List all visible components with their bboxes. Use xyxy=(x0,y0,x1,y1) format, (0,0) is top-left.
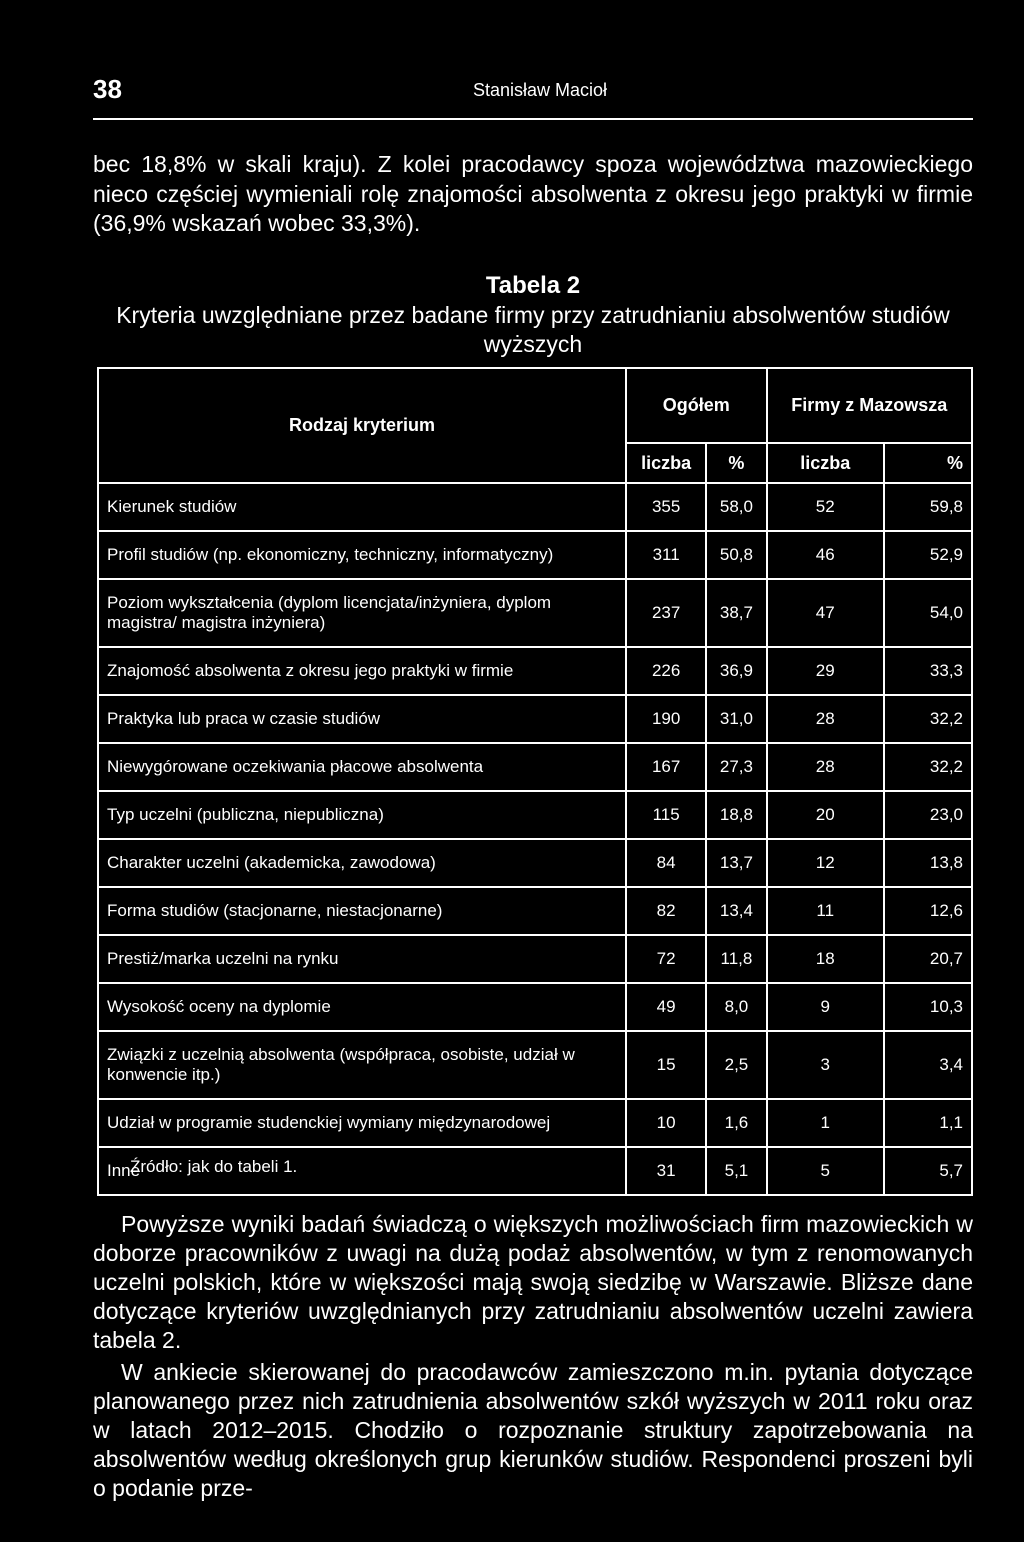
table-source: Źródło: jak do tabeli 1. xyxy=(130,1157,298,1176)
total-pct-cell: 5,1 xyxy=(706,1147,766,1195)
mazowsze-pct-cell: 10,3 xyxy=(884,983,972,1031)
criterion-cell: Inne xyxy=(98,1147,626,1195)
mazowsze-count-cell: 11 xyxy=(767,887,884,935)
sub-header-pct: % xyxy=(884,443,972,483)
total-count-cell: 355 xyxy=(626,483,706,531)
table-title: Kryteria uwzględniane przez badane firmy przy zatrudnianiu absolwentów studiów wyższych xyxy=(116,302,950,357)
mazowsze-count-cell: 3 xyxy=(767,1031,884,1099)
mazowsze-count-cell: 9 xyxy=(767,983,884,1031)
mazowsze-count-cell: 5 xyxy=(767,1147,884,1195)
total-pct-cell: 36,9 xyxy=(706,647,766,695)
table-row xyxy=(98,1031,972,1099)
total-count-cell: 10 xyxy=(626,1099,706,1147)
mazowsze-pct-cell: 54,0 xyxy=(884,579,972,647)
total-pct-cell: 27,3 xyxy=(706,743,766,791)
table-row xyxy=(98,579,972,647)
criterion-cell: Poziom wykształcenia (dyplom licencjata/inżyniera, dyplom magistra/ magistra inżyniera) xyxy=(98,579,626,647)
mazowsze-pct-cell: 1,1 xyxy=(884,1099,972,1147)
criterion-cell: Charakter uczelni (akademicka, zawodowa) xyxy=(98,839,626,887)
table-row xyxy=(98,483,972,531)
mazowsze-pct-cell: 12,6 xyxy=(884,887,972,935)
sub-header-count: liczba xyxy=(767,443,884,483)
body-paragraph: W ankiecie skierowanej do pracodawców zamieszczono m.in. pytania dotyczące planowanego przez nich zatrudnienia absolwentów szkół wyższych w 2011 roku oraz w latach 2012–2015. Chodziło o rozpoznanie struktury zapotrzebowania na absolwentów według określonych grup kierunków studiów. Respondenci proszeni byli o podanie prze- xyxy=(93,1359,973,1501)
mazowsze-count-cell: 47 xyxy=(767,579,884,647)
mazowsze-pct-cell: 59,8 xyxy=(884,483,972,531)
mazowsze-count-cell: 28 xyxy=(767,695,884,743)
col-header-criterion: Rodzaj kryterium xyxy=(98,368,626,483)
col-header-mazowsze: Firmy z Mazowsza xyxy=(767,368,972,443)
total-count-cell: 190 xyxy=(626,695,706,743)
mazowsze-count-cell: 52 xyxy=(767,483,884,531)
table-row xyxy=(98,531,972,579)
criterion-cell: Znajomość absolwenta z okresu jego praktyki w firmie xyxy=(98,647,626,695)
criteria-table xyxy=(97,367,973,1196)
mazowsze-count-cell: 29 xyxy=(767,647,884,695)
page-header xyxy=(93,72,973,112)
criterion-cell: Forma studiów (stacjonarne, niestacjonarne) xyxy=(98,887,626,935)
mazowsze-pct-cell: 23,0 xyxy=(884,791,972,839)
total-pct-cell: 2,5 xyxy=(706,1031,766,1099)
total-pct-cell: 13,7 xyxy=(706,839,766,887)
intro-paragraph: bec 18,8% w skali kraju). Z kolei pracodawcy spoza województwa mazowieckiego nieco częściej wymieniali rolę znajomości absolwenta z okresu jego praktyki w firmie (36,9% wskazań wobec 33,3%). xyxy=(93,151,973,236)
criterion-cell: Udział w programie studenckiej wymiany międzynarodowej xyxy=(98,1099,626,1147)
total-count-cell: 49 xyxy=(626,983,706,1031)
criterion-cell: Typ uczelni (publiczna, niepubliczna) xyxy=(98,791,626,839)
mazowsze-count-cell: 12 xyxy=(767,839,884,887)
mazowsze-count-cell: 1 xyxy=(767,1099,884,1147)
table-row xyxy=(98,647,972,695)
mazowsze-count-cell: 46 xyxy=(767,531,884,579)
total-count-cell: 311 xyxy=(626,531,706,579)
criterion-cell: Prestiż/marka uczelni na rynku xyxy=(98,935,626,983)
table-row xyxy=(98,935,972,983)
total-pct-cell: 58,0 xyxy=(706,483,766,531)
total-pct-cell: 50,8 xyxy=(706,531,766,579)
total-pct-cell: 38,7 xyxy=(706,579,766,647)
table-row xyxy=(98,983,972,1031)
total-pct-cell: 18,8 xyxy=(706,791,766,839)
table-row xyxy=(98,791,972,839)
total-count-cell: 72 xyxy=(626,935,706,983)
mazowsze-pct-cell: 33,3 xyxy=(884,647,972,695)
total-pct-cell: 8,0 xyxy=(706,983,766,1031)
total-count-cell: 84 xyxy=(626,839,706,887)
total-count-cell: 167 xyxy=(626,743,706,791)
sub-header-pct: % xyxy=(706,443,766,483)
total-count-cell: 237 xyxy=(626,579,706,647)
total-count-cell: 115 xyxy=(626,791,706,839)
total-count-cell: 226 xyxy=(626,647,706,695)
criterion-cell: Profil studiów (np. ekonomiczny, techniczny, informatyczny) xyxy=(98,531,626,579)
total-count-cell: 82 xyxy=(626,887,706,935)
mazowsze-pct-cell: 52,9 xyxy=(884,531,972,579)
mazowsze-pct-cell: 3,4 xyxy=(884,1031,972,1099)
total-count-cell: 31 xyxy=(626,1147,706,1195)
table-row xyxy=(98,695,972,743)
table-row xyxy=(98,887,972,935)
page-number: 38 xyxy=(93,74,122,104)
table-row xyxy=(98,1099,972,1147)
criterion-cell: Wysokość oceny na dyplomie xyxy=(98,983,626,1031)
running-head: Stanisław Macioł xyxy=(473,80,608,100)
criterion-cell: Niewygórowane oczekiwania płacowe absolwenta xyxy=(98,743,626,791)
mazowsze-pct-cell: 32,2 xyxy=(884,743,972,791)
mazowsze-pct-cell: 5,7 xyxy=(884,1147,972,1195)
criterion-cell: Związki z uczelnią absolwenta (współpraca, osobiste, udział w konwencie itp.) xyxy=(98,1031,626,1099)
mazowsze-pct-cell: 32,2 xyxy=(884,695,972,743)
total-pct-cell: 31,0 xyxy=(706,695,766,743)
mazowsze-pct-cell: 20,7 xyxy=(884,935,972,983)
mazowsze-count-cell: 18 xyxy=(767,935,884,983)
criterion-cell: Kierunek studiów xyxy=(98,483,626,531)
total-pct-cell: 11,8 xyxy=(706,935,766,983)
mazowsze-count-cell: 20 xyxy=(767,791,884,839)
total-pct-cell: 13,4 xyxy=(706,887,766,935)
header-rule xyxy=(93,118,973,120)
total-pct-cell: 1,6 xyxy=(706,1099,766,1147)
table-number: Tabela 2 xyxy=(485,272,581,299)
table-row xyxy=(98,743,972,791)
criterion-cell: Praktyka lub praca w czasie studiów xyxy=(98,695,626,743)
table-row xyxy=(98,839,972,887)
body-paragraph: Powyższe wyniki badań świadczą o większych możliwościach firm mazowieckich w doborze pracowników z uwagi na dużą podaż absolwentów, w tym z renomowanych uczelni polskich, które w większości mają swoją siedzibę w Warszawie. Bliższe dane dotyczące kryteriów uwzględnianych przy zatrudnianiu absolwentów uczelni zawiera tabela 2. xyxy=(93,1211,973,1353)
total-count-cell: 15 xyxy=(626,1031,706,1099)
mazowsze-pct-cell: 13,8 xyxy=(884,839,972,887)
sub-header-count: liczba xyxy=(626,443,706,483)
mazowsze-count-cell: 28 xyxy=(767,743,884,791)
col-header-total: Ogółem xyxy=(626,368,767,443)
